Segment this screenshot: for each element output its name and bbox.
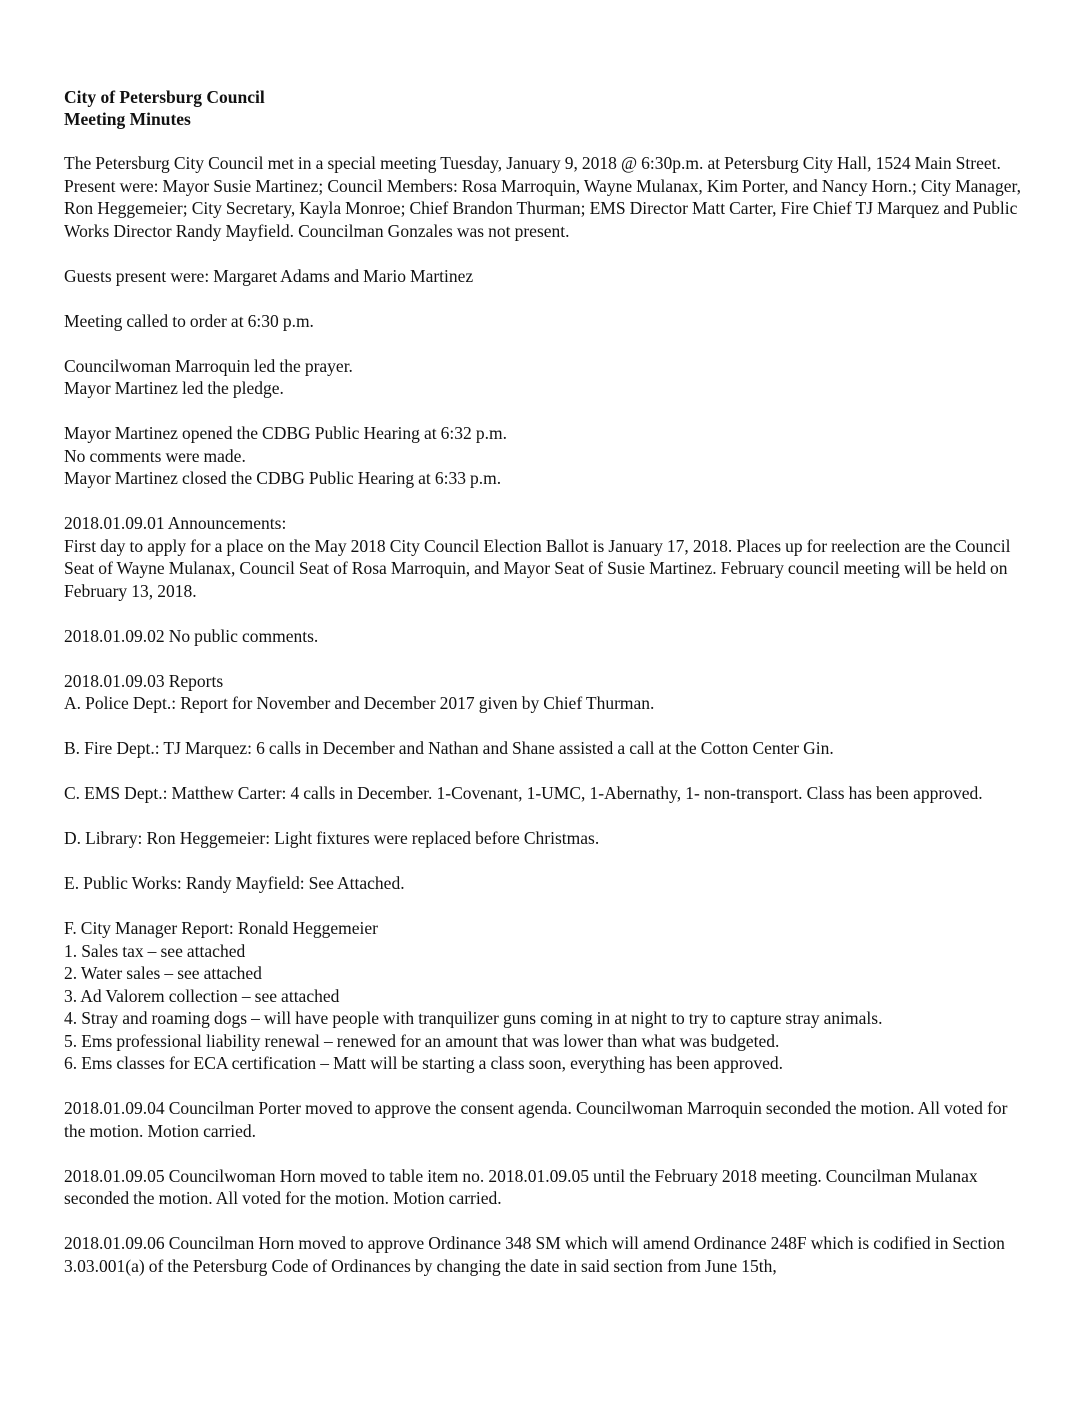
consent-agenda-item: 2018.01.09.04 Councilman Porter moved to approve the consent agenda. Councilwoman Marroquin seconded the motion. All voted for the motion. Motion carried. — [64, 1098, 1008, 1141]
library-report: D. Library: Ron Heggemeier: Light fixtures were replaced before Christmas. — [64, 828, 600, 848]
city-manager-heading: F. City Manager Report: Ronald Heggemeier — [64, 918, 378, 938]
document-title: City of Petersburg Council — [64, 87, 265, 107]
public-comments-item: 2018.01.09.02 No public comments. — [64, 625, 319, 646]
city-manager-item: 2. Water sales – see attached — [64, 963, 262, 983]
city-manager-item: 6. Ems classes for ECA certification – Matt will be starting a class soon, everything has been approved. — [64, 1053, 784, 1073]
fire-report: B. Fire Dept.: TJ Marquez: 6 calls in December and Nathan and Shane assisted a call at the Cotton Center Gin. — [64, 738, 834, 758]
announcements-item — [64, 512, 1024, 602]
document-subtitle: Meeting Minutes — [64, 109, 191, 129]
attendance-paragraph: The Petersburg City Council met in a special meeting Tuesday, January 9, 2018 @ 6:30p.m. at Petersburg City Hall, 1524 Main Street. Present were: Mayor Susie Martinez; Council Members: Rosa Marroquin, Wayne Mulanax, Kim Porter, and Nancy Horn.; City Manager, Ron Heggemeier; City Secretary, Kayla Monroe; Chief Brandon Thurman; EMS Director Matt Carter, Fire Chief TJ Marquez and Public Works Director Randy Mayfield. Councilman Gonzales was not present. — [64, 153, 1021, 241]
document-header — [64, 86, 1024, 130]
prayer-line: Councilwoman Marroquin led the prayer. — [64, 355, 353, 376]
city-manager-item: 5. Ems professional liability renewal – renewed for an amount that was lower than what was budgeted. — [64, 1030, 780, 1051]
hearing-opened-line: Mayor Martinez opened the CDBG Public Hearing at 6:32 p.m. — [64, 423, 507, 443]
ems-report: C. EMS Dept.: Matthew Carter: 4 calls in December. 1-Covenant, 1-UMC, 1-Abernathy, 1- non-transport. Class has been approved. — [64, 783, 983, 803]
announcements-body: First day to apply for a place on the May 2018 City Council Election Ballot is January 17, 2018. Places up for reelection are the Council Seat of Wayne Mulanax, Council Seat of Rosa Marroquin, and Mayor Seat of Susie Martinez. February council meeting will be held on February 13, 2018. — [64, 535, 1011, 601]
city-manager-item: 4. Stray and roaming dogs – will have people with tranquilizer guns coming in at night to try to capture stray animals. — [64, 1008, 883, 1028]
city-manager-report — [64, 917, 1024, 1075]
announcements-heading: 2018.01.09.01 Announcements: — [64, 513, 287, 533]
hearing-closed-line: Mayor Martinez closed the CDBG Public Hearing at 6:33 p.m. — [64, 468, 502, 488]
reports-item — [64, 670, 1024, 715]
public-hearing-paragraph — [64, 422, 1024, 490]
reports-heading: 2018.01.09.03 Reports — [64, 670, 224, 691]
public-works-report: E. Public Works: Randy Mayfield: See Attached. — [64, 873, 405, 893]
ordinance-item: 2018.01.09.06 Councilman Horn moved to approve Ordinance 348 SM which will amend Ordinance 248F which is codified in Section 3.03.001(a) of the Petersburg Code of Ordinances by changing the date in said section from June 15th, — [64, 1233, 1005, 1276]
called-to-order-paragraph: Meeting called to order at 6:30 p.m. — [64, 310, 314, 331]
pledge-line: Mayor Martinez led the pledge. — [64, 378, 284, 398]
hearing-comments-line: No comments were made. — [64, 445, 246, 466]
opening-paragraph — [64, 355, 1024, 400]
city-manager-item: 1. Sales tax – see attached — [64, 940, 246, 961]
police-report: A. Police Dept.: Report for November and December 2017 given by Chief Thurman. — [64, 693, 655, 713]
guests-paragraph: Guests present were: Margaret Adams and Mario Martinez — [64, 265, 474, 286]
city-manager-item: 3. Ad Valorem collection – see attached — [64, 985, 340, 1006]
minutes-page — [64, 86, 1024, 1300]
table-item-motion: 2018.01.09.05 Councilwoman Horn moved to table item no. 2018.01.09.05 until the February 2018 meeting. Councilman Mulanax seconded the motion. All voted for the motion. Motion carried. — [64, 1165, 978, 1208]
